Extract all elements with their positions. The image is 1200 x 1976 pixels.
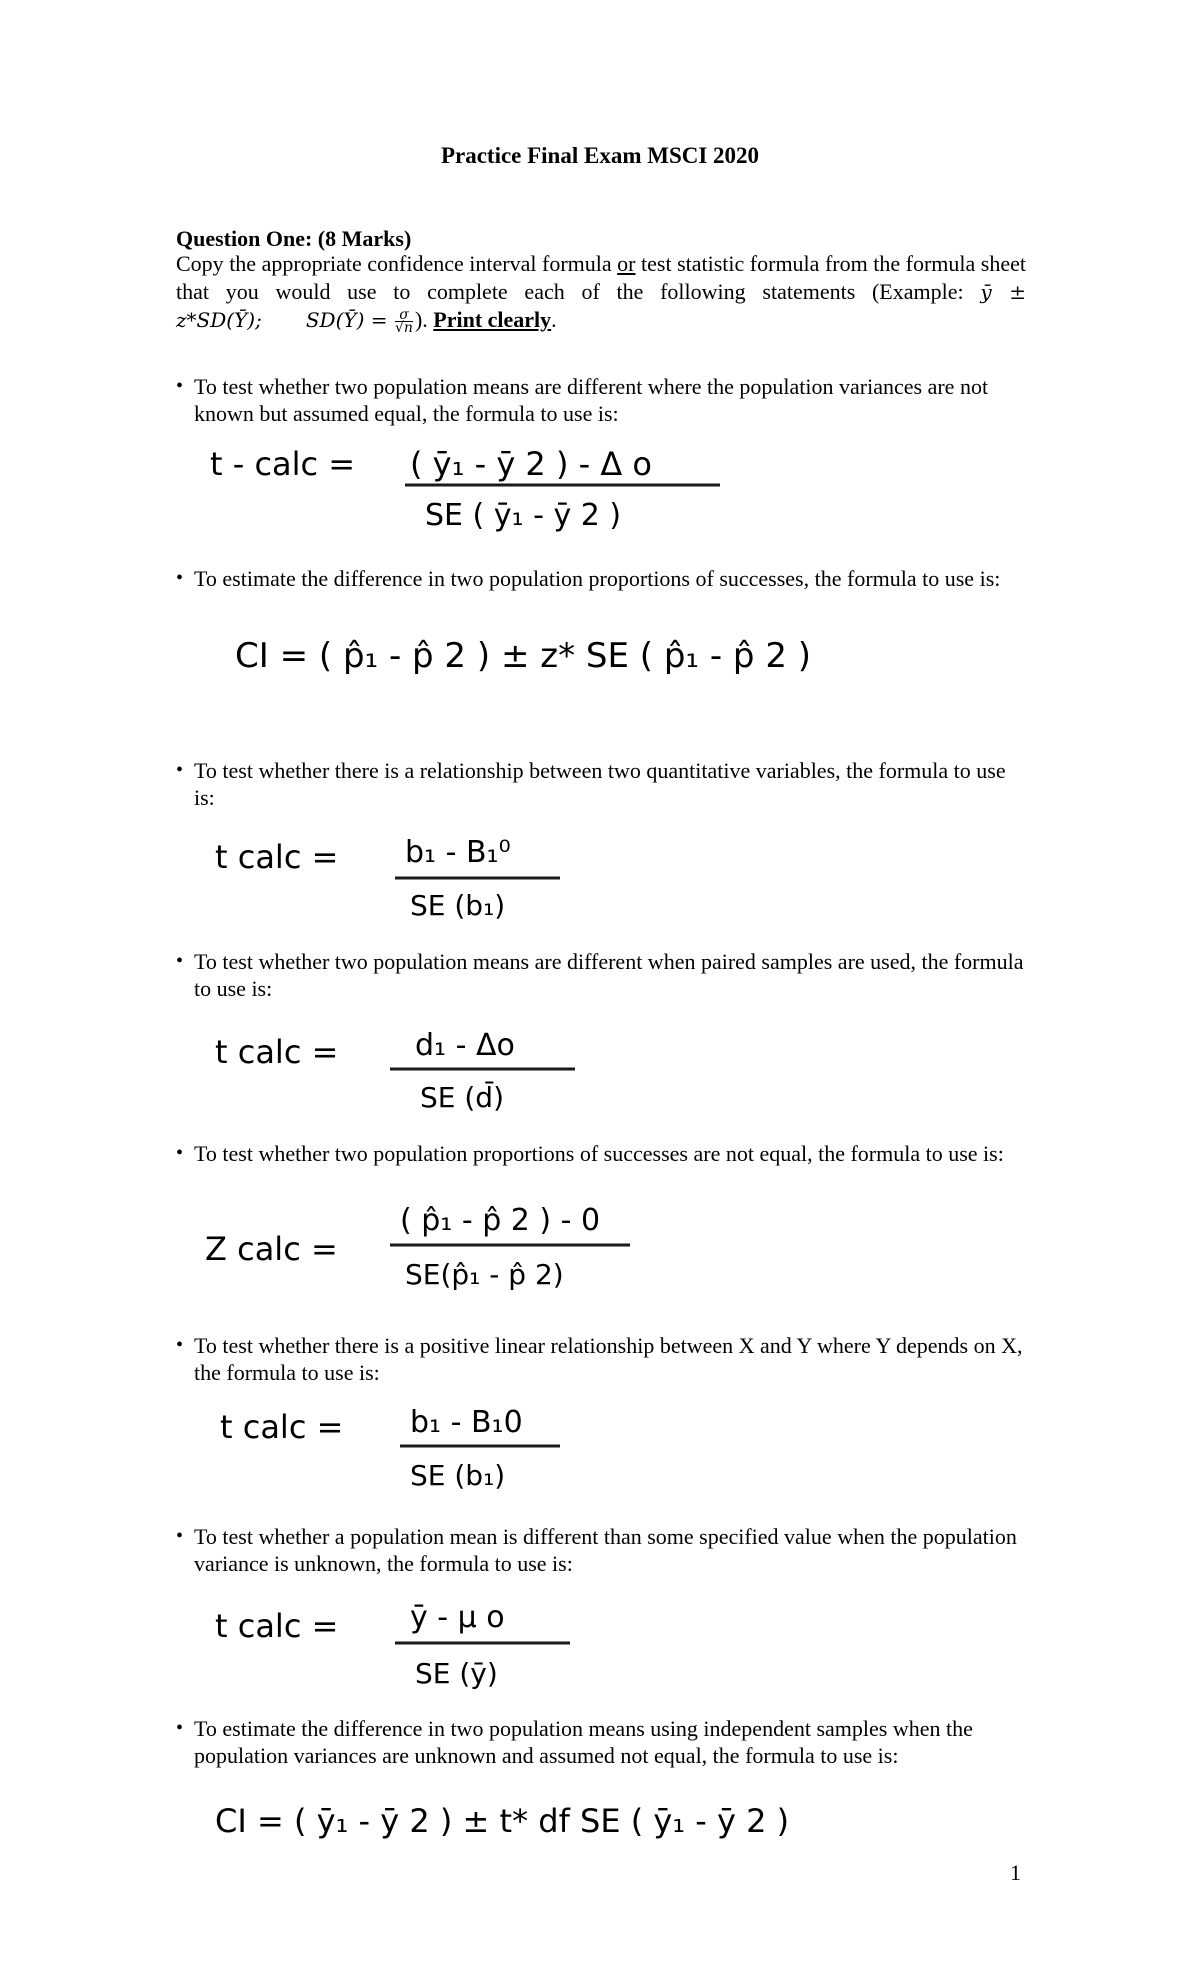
answer-lhs: t calc = [215, 838, 339, 876]
answer-lhs: t - calc = [210, 445, 356, 483]
list-item [176, 757, 1026, 811]
handwritten-formula [215, 1025, 595, 1125]
handwritten-answer [205, 1200, 645, 1304]
handwritten-answer [210, 440, 730, 544]
item-prompt: To estimate the difference in two population proportions of successes, the formula to use is: [194, 566, 1001, 591]
item-prompt: To estimate the difference in two population means using independent samples when the population variances are unknown and assumed not equal, the formula to use is: [194, 1716, 973, 1768]
answer-lhs: t calc = [215, 1607, 339, 1645]
answer-denominator: SE (b₁) [410, 1459, 506, 1492]
answer-numerator: ȳ - μ o [410, 1600, 505, 1635]
bullet-icon: • [176, 759, 184, 781]
item-prompt: To test whether two population proportions of successes are not equal, the formula to use is: [194, 1141, 1004, 1166]
list-item [176, 1332, 1026, 1386]
answer-line: CI = ( p̂₁ - p̂ 2 ) ± z* SE ( p̂₁ - p̂ 2 ) [235, 636, 812, 676]
answer-denominator: SE ( ȳ₁ - ȳ 2 ) [425, 498, 622, 533]
handwritten-answer [215, 1025, 595, 1129]
item-prompt: To test whether two population means are different where the population variances are not known but assumed equal, the formula to use is: [194, 374, 989, 426]
list-item [176, 1140, 1026, 1167]
handwritten-formula [235, 625, 855, 685]
answer-numerator: ( ȳ₁ - ȳ 2 ) - Δ o [410, 445, 652, 483]
item-prompt: To test whether two population means are different when paired samples are used, the formula to use is: [194, 949, 1024, 1001]
bullet-icon: • [176, 375, 184, 397]
answer-numerator: d₁ - Δo [415, 1028, 515, 1063]
print-clearly-note: Print clearly [433, 307, 552, 332]
answer-denominator: SE (b₁) [410, 889, 506, 922]
bullet-icon: • [176, 1142, 184, 1164]
handwritten-answer [220, 1400, 600, 1504]
handwritten-answer [215, 1595, 595, 1699]
handwritten-answer [215, 1790, 865, 1854]
instructions-end: . [551, 307, 557, 332]
bullet-icon: • [176, 567, 184, 589]
list-item [176, 1715, 1026, 1769]
handwritten-formula [210, 440, 730, 540]
frac-denominator: √n [395, 320, 413, 337]
answer-denominator: SE (d̄) [420, 1081, 504, 1114]
answer-lhs: t calc = [215, 1033, 339, 1071]
instructions-close: ). [414, 307, 434, 332]
list-item [176, 1523, 1026, 1577]
item-prompt: To test whether there is a relationship between two quantitative variables, the formula to use is: [194, 758, 1006, 810]
question-heading: Question One: (8 Marks) [176, 226, 412, 251]
item-prompt: To test whether there is a positive linear relationship between X and Y where Y depends on X, the formula to use is: [194, 1333, 1023, 1385]
answer-line: CI = ( ȳ₁ - ȳ 2 ) ± t* df SE ( ȳ₁ - ȳ 2 ) [215, 1802, 790, 1840]
page-number: 1 [1010, 1860, 1021, 1885]
list-item [176, 373, 1026, 427]
handwritten-answer [235, 625, 855, 689]
handwritten-formula [215, 830, 595, 930]
handwritten-formula [215, 1595, 595, 1695]
exam-title: Practice Final Exam MSCI 2020 [440, 143, 760, 168]
instructions-text-1: Copy the appropriate confidence interval formula [176, 251, 618, 276]
handwritten-formula [215, 1790, 865, 1850]
bullet-icon: • [176, 1717, 184, 1739]
answer-numerator: b₁ - B₁⁰ [405, 835, 511, 870]
question-instructions [176, 250, 1027, 337]
answer-lhs: Z calc = [205, 1230, 338, 1268]
example-sd-formula: SD(Ȳ) = [305, 308, 388, 332]
item-prompt: To test whether a population mean is different than some specified value when the population variance is unknown, the formula to use is: [194, 1524, 1017, 1576]
example-sd-fraction [395, 307, 413, 337]
list-item [176, 565, 1026, 592]
example-ci-formula: ȳ ± z*SD(Ȳ); [176, 280, 1027, 332]
answer-denominator: SE(p̂₁ - p̂ 2) [405, 1258, 564, 1291]
bullet-icon: • [176, 950, 184, 972]
answer-numerator: b₁ - B₁0 [410, 1405, 523, 1440]
handwritten-answer [215, 830, 595, 934]
frac-numerator: σ [395, 309, 413, 322]
list-item [176, 948, 1026, 1002]
bullet-icon: • [176, 1334, 184, 1356]
handwritten-formula [220, 1400, 600, 1500]
instructions-text-2: test statistic formula from the formula sheet that you would use to complete each of the following statements (Example: [176, 251, 1026, 304]
instructions-or: or [617, 251, 636, 276]
bullet-icon: • [176, 1525, 184, 1547]
answer-numerator: ( p̂₁ - p̂ 2 ) - 0 [400, 1203, 601, 1238]
answer-denominator: SE (ȳ) [415, 1657, 498, 1690]
answer-lhs: t calc = [220, 1408, 344, 1446]
handwritten-formula [205, 1200, 645, 1300]
